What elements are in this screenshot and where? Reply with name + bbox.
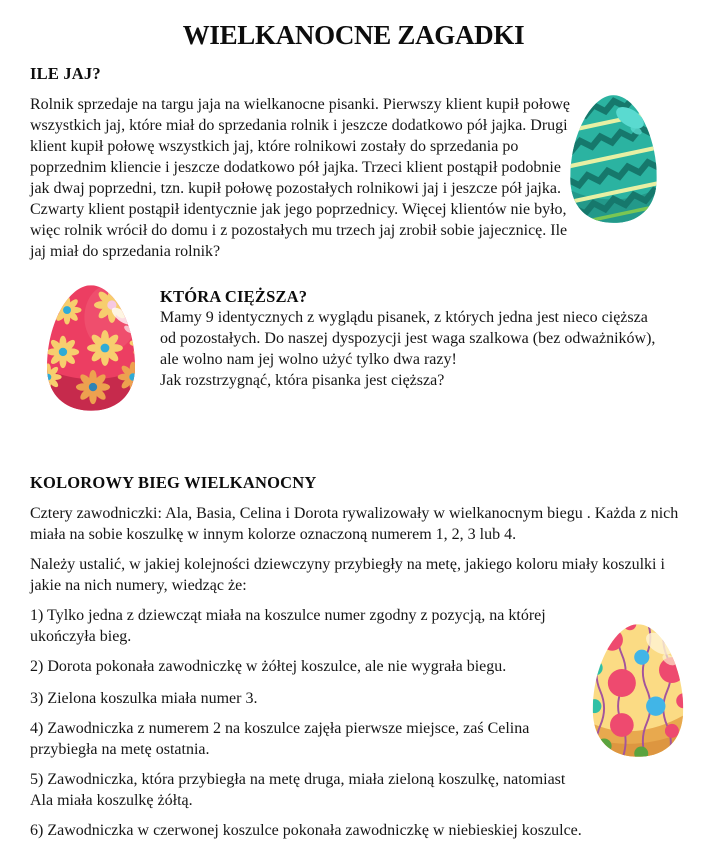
- easter-egg-teal-illustration: [562, 91, 665, 227]
- riddle-text-pisanki: Mamy 9 identycznych z wyglądu pisanek, z których jedna jest nieco cięższa od pozostałych. Do naszej dyspozycji jest waga szalkowa (bez odważników), ale wolno nam jej wolno użyć tylko dwa razy!: [160, 309, 656, 368]
- easter-egg-yellow-icon: [584, 620, 692, 760]
- page-title: WIELKANOCNE ZAGADKI: [182, 20, 525, 50]
- easter-egg-teal-icon: [562, 91, 665, 227]
- section-ktora-ciezsza: [160, 287, 660, 391]
- race-intro-text: Cztery zawodniczki: Ala, Basia, Celina i Dorota rywalizowały w wielkanocnym biegu . Każda z nich miała na sobie koszulkę w innym kolorze oznaczoną numerem 1, 2, 3 lub 4.: [30, 505, 679, 543]
- race-task-text: Należy ustalić, w jakiej kolejności dziewczyny przybiegły na metę, jakiego koloru miały koszulki i jakie na nich numery, wiedząc że:: [30, 556, 665, 594]
- easter-egg-yellow-illustration: [584, 620, 692, 760]
- section-heading-ktora-ciezsza: KTÓRA CIĘŻSZA?: [160, 287, 308, 306]
- clue-item-1: 1) Tylko jedna z dziewcząt miała na koszulce numer zgodny z pozycją, na której ukończyła bieg.: [30, 607, 546, 645]
- egg-flower-center-dark: [89, 383, 97, 391]
- clue-list: [30, 605, 582, 841]
- easter-egg-pink-icon: [36, 282, 146, 414]
- riddle-question-pisanki: Jak rozstrzygnąć, która pisanka jest cięższa?: [160, 372, 445, 389]
- easter-egg-pink-illustration: [36, 282, 146, 414]
- section-heading-ile-jaj: ILE JAJ?: [30, 64, 101, 83]
- clue-item-5: 5) Zawodniczka, która przybiegła na metę druga, miała zieloną koszulkę, natomiast Ala miała koszulkę żółtą.: [30, 771, 566, 809]
- section-heading-kolorowy-bieg: KOLOROWY BIEG WIELKANOCNY: [30, 473, 317, 492]
- clue-item-2: 2) Dorota pokonała zawodniczkę w żółtej koszulce, ale nie wygrała biegu.: [30, 658, 507, 675]
- riddle-text-ile-jaj: Rolnik sprzedaje na targu jaja na wielkanocne pisanki. Pierwszy klient kupił połowę wszystkich jaj, które miał do sprzedania rolnik i jeszcze dodatkowo pół jajka. Drugi klient kupił połowę wszystkich jaj, które rolnikowi zostały do sprzedania po poprzednim kliencie i jeszcze dodatkowo pół jajka. Trzeci klient postąpił podobnie jak dwaj poprzedni, tzn. kupił połowę pozostałych rolnikowi jaj i jeszcze pół jajka. Czwarty klient postąpił identycznie jak jego poprzednicy. Więcej klientów nie było, więc rolnik wrócił do domu i z pozostałych mu trzech jaj zrobił sobie jajecznicę. Ile jaj miał do sprzedania rolnik?: [30, 96, 571, 260]
- clue-item-6: 6) Zawodniczka w czerwonej koszulce pokonała zawodniczkę w niebieskiej koszulce.: [30, 822, 582, 839]
- clue-item-3: 3) Zielona koszulka miała numer 3.: [30, 690, 258, 707]
- clue-item-4: 4) Zawodniczka z numerem 2 na koszulce zajęła pierwsze miejsce, zaś Celina przybiegła na metę ostatnia.: [30, 720, 530, 758]
